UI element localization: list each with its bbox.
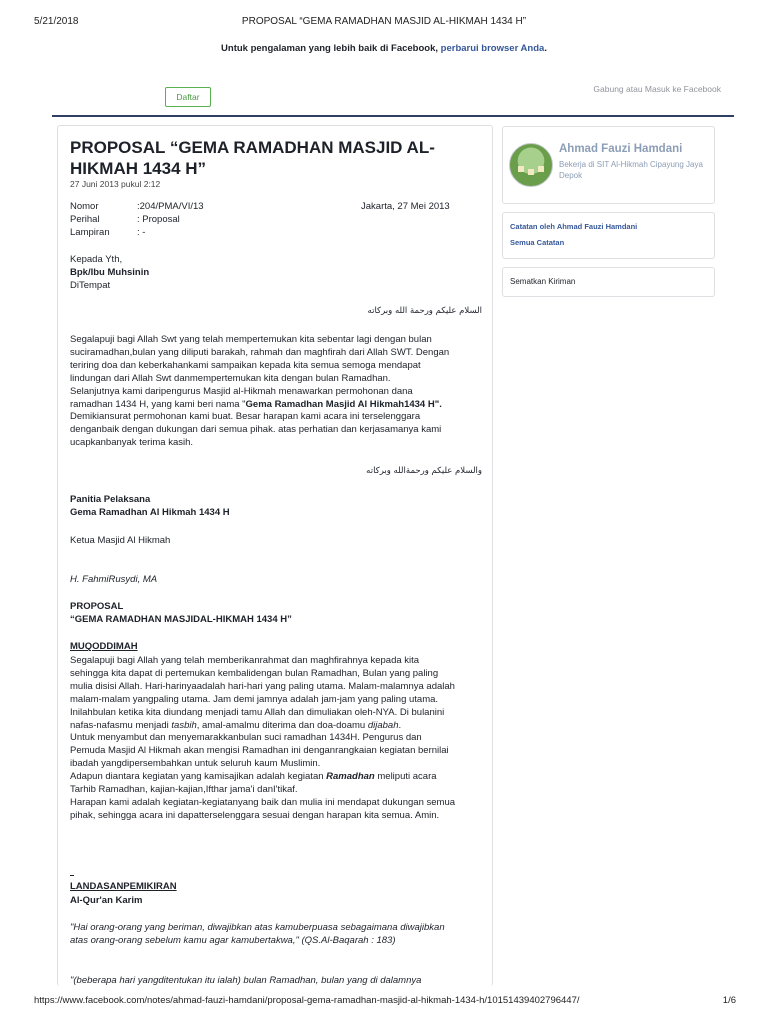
body-line: lindungan dari Allah Swt danmempertemukan kita dengan bulan Ramadhan. [70,372,391,384]
muqoddimah-heading: MUQODDIMAH [70,641,138,652]
browser-upgrade-banner [0,43,768,54]
salam-closing: والسلام عليكم ورحمةالله وبركاته [366,466,482,476]
body-line: denganbaik dengan dukungan dari semua pihak. atas perhatian dan kerjasamanya kami [70,424,442,436]
meta-label-lampiran: Lampiran [70,227,110,238]
notes-by-author-link[interactable]: Catatan oleh Ahmad Fauzi Hamdani [510,222,638,231]
body-line: Demikiansurat permohonan kami buat. Besar harapan kami acara ini terselenggara [70,411,421,423]
quote-line: atas orang-orang sebelum kamu agar kamubertakwa," (QS.Al-Baqarah : 183) [70,934,396,946]
salam-opening: السلام عليكم ورحمة الله وبركاته [367,306,482,316]
signup-button[interactable]: Daftar [165,87,211,107]
meta-value-perihal: : Proposal [137,214,180,225]
body-line: Tarhib Ramadhan, kajian-kajian,Ifthar jama'i danI'tikaf. [70,784,298,796]
dijabah-word: dijabah [367,719,399,731]
avatar-detail [528,169,534,175]
quote-line: "Hai orang-orang yang beriman, diwajibkan atas kamuberpuasa sebagaimana diwajibkan [70,922,445,933]
body-line: sehingga kita dapat di pertemukan kembalidengan bulan Ramadhan, Bulan yang paling [70,667,439,679]
all-notes-link[interactable]: Semua Catatan [510,238,565,247]
body-line-text: nafas-nafasmu menjadi [70,719,172,731]
quote-185: "(beberapa hari yangditentukan itu ialah) bulan Ramadhan, bulan yang di dalamnya [70,975,422,986]
ramadhan-word: Ramadhan [326,771,375,783]
body-line: Untuk menyambut dan menyemarakkanbulan suci ramadhan 1434H. Pengurus dan [70,732,422,744]
banner-text: Untuk pengalaman yang lebih baik di Facebook, [221,43,439,54]
body-line: ucapkanbanyak terima kasih. [70,437,194,449]
quran-heading: Al-Qur'an Karim [70,895,143,906]
embed-post-label[interactable]: Sematkan Kiriman [510,277,576,286]
tasbih-word: tasbih [171,719,197,731]
meta-label-nomor: Nomor [70,201,99,212]
committee-line-2: Gema Ramadhan Al Hikmah 1434 H [70,507,230,518]
body-line: malam-malam yangpaling utama. Jam demi jamnya adalah jam-jam yang paling utama. [70,693,439,705]
body-line: Segalapuji bagi Allah Swt yang telah mempertemukan kita sebentar lagi dengan bulan [70,334,432,345]
body-line: Pemuda Masjid Al Hikmah akan mengisi Ramadhan ini denganrangkaian kegiatan bernilai [70,745,449,757]
avatar-detail [538,166,544,172]
update-browser-link[interactable]: perbarui browser Anda [440,43,545,54]
body-line [70,399,490,412]
body-line: Harapan kami adalah kegiatan-kegiatanyang baik dan mulia ini mendapat dukungan semua [70,796,456,808]
proposal-heading-2: “GEMA RAMADHAN MASJIDAL-HIKMAH 1434 H” [70,614,292,625]
body-line [70,720,490,733]
body-line: mulia disisi Allah. Hari-harinyaadalah hari-hari yang paling utama. Malam-malamnya adalah [70,680,455,692]
body-line-text: meliputi acara [374,771,437,783]
body-line [70,771,490,784]
body-line: Segalapuji bagi Allah yang telah memberikanrahmat dan maghfirahnya kepada kita [70,655,420,666]
notes-card [502,212,715,259]
print-title: PROPOSAL “GEMA RAMADHAN MASJID AL-HIKMAH 1434 H” [241,16,527,27]
author-job: Bekerja di SIT Al-Hikmah Cipayung Jaya Depok [559,160,703,180]
meta-label-perihal: Perihal [70,214,100,225]
note-date[interactable]: 27 Juni 2013 pukul 2:12 [70,179,161,189]
body-line: Selanjutnya kami daripengurus Masjid al-Hikmah menawarkan permohonan dana [70,385,413,397]
author-name[interactable]: Ahmad Fauzi Hamdani [559,143,683,155]
landasan-heading: LANDASANPEMIKIRAN [70,881,177,892]
print-page-number: 1/6 [722,995,736,1006]
recipient-line-1: Kepada Yth, [70,254,123,265]
body-line-text: Adapun diantara kegiatan yang kamisajikan adalah kegiatan [70,771,327,783]
place-date: Jakarta, 27 Mei 2013 [361,201,450,212]
body-paragraph [70,334,490,450]
muqoddimah-paragraph [70,655,490,823]
body-line-text: ramadhan 1434 H, yang kami beri nama " [70,398,246,410]
avatar-detail [518,166,524,172]
note-title: PROPOSAL “GEMA RAMADHAN MASJID AL-HIKMAH 1434 H” [70,138,435,178]
note-card [57,125,493,986]
event-name: Gema Ramadhan Masjid Al Hikmah1434 H". [245,398,442,410]
body-line: Inilahbulan ketika kita diundang menjadi tamu Allah dan dimuliakan oleh-NYA. Di bulanini [70,706,445,718]
chair-name: H. FahmiRusydi, MA [70,574,158,585]
chair-title: Ketua Masjid Al Hikmah [70,535,171,546]
body-line: teriring doa dan keberkahankami sampaikan kepada kita semua semoga mendapat [70,359,421,371]
quote-183 [70,922,490,948]
small-dash [70,875,74,876]
header-divider [52,115,734,117]
recipient-line-3: DiTempat [70,280,111,291]
meta-value-lampiran: : - [137,227,146,238]
body-line: ibadah yangdipersembahkan untuk seluruh kaum Muslimin. [70,758,321,770]
print-date: 5/21/2018 [34,16,79,27]
login-link[interactable]: Gabung atau Masuk ke Facebook [593,84,721,94]
meta-value-nomor: :204/PMA/VI/13 [137,201,204,212]
avatar[interactable] [509,143,553,187]
body-line-text: , amal-amalmu diterima dan doa-doamu [196,719,368,731]
proposal-heading-1: PROPOSAL [70,601,124,612]
body-line-text: . [398,719,402,731]
print-url: https://www.facebook.com/notes/ahmad-fauzi-hamdani/proposal-gema-ramadhan-masjid-al-hikmah-1434-h/10151439402796447/ [34,995,580,1006]
committee-line-1: Panitia Pelaksana [70,494,151,505]
body-line: pihak, sehingga acara ini dapatterselenggara sesuai dengan harapan kita semua. Amin. [70,809,440,821]
recipient-line-2: Bpk/Ibu Muhsinin [70,267,150,278]
body-line: suciramadhan,bulan yang diliputi barakah, rahmah dan maghfirah dari Allah SWT. Dengan [70,346,450,358]
banner-end: . [544,43,547,54]
